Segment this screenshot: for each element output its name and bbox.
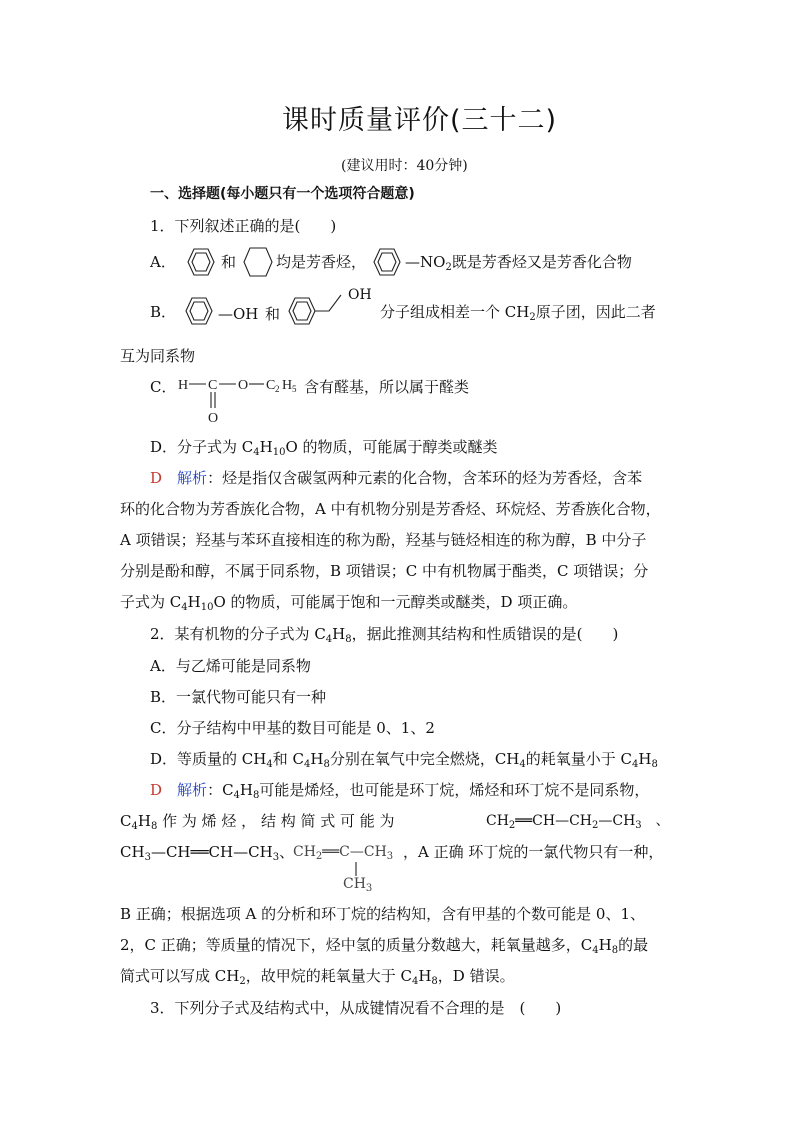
answer-letter: D: [150, 781, 163, 799]
sub: 4: [592, 945, 599, 956]
sub: 3: [365, 883, 373, 894]
q1-b-text-cont: 互为同系物: [120, 347, 196, 365]
q1-a-text1: 均是芳香烃，: [276, 253, 367, 271]
q2-option-d: [150, 749, 658, 769]
q1-b-sub: 2: [529, 312, 536, 323]
text: H: [418, 967, 432, 985]
text: H: [638, 750, 652, 768]
sub: 3: [635, 820, 642, 831]
ester-structure-icon: [178, 370, 308, 430]
text: —CH══CH—CH: [150, 843, 273, 861]
text: 、: [655, 813, 670, 829]
q1-c-text: 含有醛基，所以属于醛类: [304, 378, 470, 396]
sub: 2: [592, 820, 599, 831]
text: D．分子式为 C: [150, 438, 254, 456]
analysis-line: A 项错误；羟基与苯环直接相连的称为酚，羟基与链烃相连的称为醇，B 中分子: [120, 531, 647, 549]
q3-stem: 3．下列分子式及结构式中，从成键情况看不合理的是 ( ): [150, 999, 562, 1017]
sub: 3: [386, 851, 394, 862]
sub: 8: [253, 790, 260, 801]
phenol-ring-icon: [180, 294, 220, 328]
sub: 10: [272, 447, 286, 458]
analysis-label: 解析: [177, 469, 208, 487]
text: O 的物质，可能属于饱和一元醇类或醚类，D 项正确。: [213, 593, 578, 611]
text: O 的物质，可能属于醇类或醚类: [285, 438, 498, 456]
text: CH: [486, 813, 509, 829]
sub: 8: [323, 759, 330, 770]
sub: 4: [253, 447, 260, 458]
q1-a-text2: 既是芳香烃又是芳香化合物: [451, 253, 632, 271]
formula-c: C: [208, 378, 218, 393]
text: CH: [120, 843, 145, 861]
text: 作 为 烯 烃 ， 结 构 简 式 可 能 为: [162, 812, 395, 830]
sub: 4: [233, 790, 240, 801]
benzene-ring-icon: [180, 245, 220, 279]
sub: 4: [632, 759, 639, 770]
text: H: [239, 781, 254, 799]
text: H: [259, 438, 273, 456]
benzyl-oh: OH: [348, 287, 372, 303]
isobutene-structure: [293, 842, 393, 862]
text: —CH: [598, 813, 636, 829]
text: ：C: [207, 781, 234, 799]
sub: 2: [239, 976, 246, 987]
analysis-line: 环的化合物为芳香族化合物，A 中有机物分别是芳香烃、环烷烃、芳香族化合物，: [120, 500, 661, 518]
text: D．等质量的 CH: [150, 750, 267, 768]
page-subtitle: (建议用时：40分钟): [341, 158, 468, 174]
benzyl-alcohol-icon: [285, 285, 355, 329]
text: C: [120, 812, 132, 830]
analysis-line: 分别是酚和醇，不属于同系物，B 项错误；C 中有机物属于酯类，C 项错误；分: [120, 562, 649, 580]
q2-stem: [150, 624, 618, 644]
text: 分别在氧气中完全燃烧，CH: [329, 750, 520, 768]
nitrobenzene-ring-icon: [368, 245, 408, 279]
sub: 3: [144, 852, 151, 863]
he-label: 和: [221, 253, 237, 271]
sub: 4: [411, 976, 419, 987]
text: 2，C 正确；等质量的情况下，烃中氢的质量分数越大，耗氧量越多，C: [120, 936, 593, 954]
q1-b-text-b: 原子团，因此二者: [535, 303, 656, 321]
analysis-line: ，A 正确 环丁烷的一氯代物只有一种，: [403, 843, 664, 861]
he-label: 和: [265, 305, 281, 323]
answer-letter: D: [150, 469, 163, 487]
sub: 8: [345, 634, 352, 645]
text: CH: [343, 876, 366, 892]
option-label: B．: [150, 303, 177, 321]
analysis-label: 解析: [177, 781, 208, 799]
formula-c2: C: [266, 378, 276, 393]
text: ══C—CH: [322, 844, 387, 860]
formula-c2-sub: 2: [275, 384, 280, 394]
option-label: A．: [150, 253, 176, 271]
text: 2．某有机物的分子式为 C: [150, 625, 326, 643]
sub: 8: [651, 759, 658, 770]
sub: 8: [431, 976, 438, 987]
formula-h: H: [178, 378, 189, 393]
sub: 2: [508, 820, 516, 831]
analysis-line: ：烃是指仅含碳氢两种元素的化合物，含苯环的烃为芳香烃，含苯: [207, 469, 643, 487]
text: 子式为 C: [120, 593, 182, 611]
sub: 8: [150, 821, 158, 832]
q1-option-d: [150, 437, 498, 457]
sub: 4: [303, 759, 311, 770]
q2-option-b: B．一氯代物可能只有一种: [150, 688, 327, 706]
formula-o: O: [238, 378, 249, 393]
q1-b-text-a: 分子组成相差一个 CH: [380, 303, 530, 321]
sub: 4: [325, 634, 333, 645]
text: H: [137, 812, 151, 830]
text: H: [187, 593, 201, 611]
text: 的耗氧量小于 C: [525, 750, 633, 768]
text: ，D 错误。: [437, 967, 515, 985]
formula-o-below: O: [208, 411, 219, 426]
text: H: [598, 936, 612, 954]
formula-h5-sub: 5: [292, 384, 297, 394]
nitro-sub: 2: [445, 262, 452, 273]
sub: 10: [200, 602, 214, 613]
q2-option-a: A．与乙烯可能是同系物: [150, 657, 311, 675]
text: ，故甲烷的耗氧量大于 C: [245, 967, 412, 985]
sub: 4: [181, 602, 188, 613]
formula-h5: H: [282, 378, 293, 393]
text: H: [310, 750, 324, 768]
text: 、: [279, 843, 295, 861]
sub: 3: [272, 852, 280, 863]
sub: 4: [519, 759, 526, 770]
sub: 8: [611, 945, 619, 956]
sub: 4: [131, 821, 138, 832]
text: 和 C: [272, 750, 304, 768]
text: ，据此推测其结构和性质错误的是( ): [351, 625, 619, 643]
text: 的最: [618, 936, 649, 954]
nitro-group: —NO: [405, 253, 446, 271]
page-title: 课时质量评价(三十二): [282, 105, 558, 136]
sub: 4: [266, 759, 273, 770]
option-label: C．: [150, 378, 177, 396]
text: H: [332, 625, 346, 643]
text: 可能是烯烃，也可能是环丁烷，烯烃和环丁烷不是同系物，: [259, 781, 650, 799]
section-heading: 一、选择题(每小题只有一个选项符合题意): [150, 186, 415, 202]
phenol-oh: —OH: [218, 305, 259, 323]
text: CH: [293, 844, 316, 860]
cyclohexane-ring-icon: [238, 245, 278, 279]
text: ══CH—CH: [515, 813, 592, 829]
q1-stem: 1．下列叙述正确的是( ): [150, 217, 337, 235]
analysis-line: B 正确；根据选项 A 的分析和环丁烷的结构知，含有甲基的个数可能是 0、1、: [120, 905, 646, 923]
isobutene-branch-methyl: [343, 874, 372, 894]
sub: 2: [315, 851, 323, 862]
q2-option-c: C．分子结构中甲基的数目可能是 0、1、2: [150, 719, 435, 737]
text: 简式可以写成 CH: [120, 967, 240, 985]
